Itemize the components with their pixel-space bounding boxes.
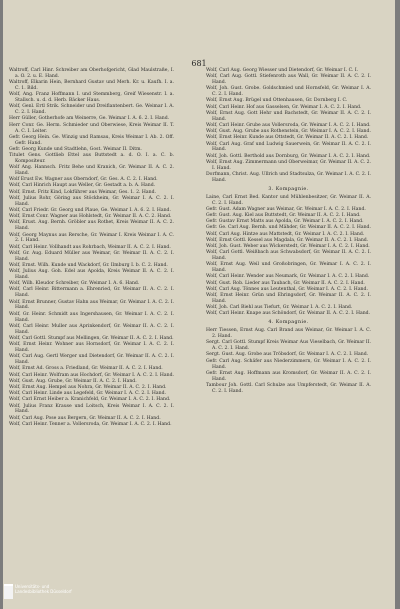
roster-entry: Wolf, Gr. Aug. Eduard Müller aus Weimar, Gr. Weimar II. A. C. 2. I. Hand. xyxy=(9,250,174,262)
roster-entry: Gefr. Carl Aug. Schäfer aus Niederzimmern, Gr. Weimar I. A. C. 2. I. Hand. xyxy=(206,358,371,370)
roster-entry: Wolf, Julius Aug. Goh. Edel aus Apolda, Kreis Weimar II. A. C. 2. I. Hand. xyxy=(9,269,174,281)
roster-entry: Waltroff, Elkarin Hein, Bernhard Gustav und Merh. Kr. u. Kaufh. I. a. C. 1. Bild. xyxy=(9,80,174,92)
roster-entry: Wolf, Ernst Heinr. Grün und Ehringsdorf, Gr. Weimar II. A. C. 2. I. Hand. xyxy=(206,293,371,304)
roster-entry: Wolf, Joh. Gust. Weber aus Wickerstedt, Gr. Weimar I. A. C. 2. I. Hand. xyxy=(206,244,370,250)
roster-entry: Wolf, Genl. Ertl Strik. Schneider und Dreiflantenbert. Ge. Weimar I. A. C. 2. I. Hand. xyxy=(9,104,174,116)
scanned-page xyxy=(3,0,395,609)
roster-entry: Gefr. Gust. Aug. Kiel aus Buttstedt, Gr. Weimar II. A. C. 2. I. Hand. xyxy=(206,213,361,218)
roster-entry: Herr Tiessen, Ernst Aug. Carl Brand aus Weimar, Gr. Weimar I. A. C. 2. Hand. xyxy=(206,328,371,340)
roster-entry: Wolf, Ernst Aug. Brügel und Ottenhausen, Gr. Dornberg I. C. xyxy=(206,98,348,104)
page-number: 681 xyxy=(191,59,207,68)
roster-entry: Wolf, Carl Heinr. Bittermann a. Ehrenried, Gr. Weimar II. A. C. 2. I. Hand. xyxy=(9,287,174,299)
roster-entry: Wolf Erust Ew. Wagner aus Oberndorf, Gr. Ges. A. C. 2. I. Hand. xyxy=(9,177,158,183)
roster-entry: Wolf, Carl Friedr. Gr. Georg und Plaue, Ge. Weimar I. A. 6. 2. I. Hand. xyxy=(9,208,171,213)
roster-entry: Wolf, Wilh. Kleudor Schreiber, Gr. Weimar I. A. 6. Hand. xyxy=(9,281,140,287)
roster-entry: Wolf, Carl Heinr. Linde aus Legefeld, Gr. Weimar I. A. C. 2. I. Hand. xyxy=(9,391,167,397)
roster-entry: Wolf, Carl Gottl. Weißbach aus Schwabsdorf, Gr. Weimar II. A. C. 2. I. Hand. xyxy=(206,250,371,262)
roster-entry: Wolf, Carl Heinr. Vollhandt aus Rohrbach, Weimar II. A. C. 2. I. Hand. xyxy=(9,244,171,250)
roster-entry: Wolf, Ernst Aug. Gott Hehr und Bachstedt, Gr. Weimar II. A. C. 2. I. Hand. xyxy=(206,110,371,122)
roster-entry: Tambour Joh. Gottl. Carl Schulze aus Umpferstedt, Gr. Weimar II. A. C. 2. I. Hand. xyxy=(206,382,371,394)
roster-entry: Gefr. Gustav Ernst Matts aus Apolda, Gr. Weimar I. A. C. 2. I. Hand. xyxy=(206,219,364,225)
roster-entry: Sergt. Carl Gottl. Stumpf Kreis Weimar Aus Vieselbach, Gr. Weimar II. A. C. 2. I. Hand. xyxy=(206,340,371,352)
roster-entry: Wolf Ang. Hannsch. Fritz Behe und Kranich, Gr. Weimar II. A. C. 2. Hand. xyxy=(9,165,174,177)
roster-entry: Wolf, Ernst Aug. Weil und Großobringen, Gr. Weimar I. A. C. 2. I. Hand. xyxy=(206,262,371,274)
roster-entry: Wolf, Georg Maynus aus Rersche, Gr. Weimar I. Kreis Weimar I. A. C. 2. I. Hand. xyxy=(9,232,174,244)
section-heading-3-kompagnie: 3. Kompagnie. xyxy=(268,186,309,192)
roster-entry: Wolf, Julius Rohr, Göring aus Stöckheim, Gr. Weimar I. A. C. 2. I. Hand. xyxy=(9,195,174,207)
roster-entry: Gefr. Ge. Carl Aug. Bernh. und Mähder, Gr. Weimar II. A. C. 2. I. Hand. xyxy=(206,225,371,231)
roster-entry: Wolf, Carl Gottl. Stumpf aus Mellingen, Gr. Weimar II. A. C. 2. I. Hand. xyxy=(9,335,174,341)
roster-entry: Titulet Gens. Gottlieb Ettel aus Buttstedt a. d. O. I. a. C. b. Kompositeur. xyxy=(9,153,174,164)
roster-entry: Wolf, Carl Ernst Heiber a. Kranichfeld, Gr. Weimar I. A. C. 2. I. Hand. xyxy=(9,397,171,403)
roster-entry: Wolf, Gr. Heinr. Schmidt aus Ingershausen, Gr. Weimar I. A. C. 2. I. Hand. xyxy=(9,311,174,323)
roster-entry: Gefr. Gust. Adam Wagner aus Weimar, Gr. Weimar I. A. C. 2. I. Hand. xyxy=(206,206,366,212)
roster-entry: Wolf, Joh. Gottl. Berthold aus Dornburg, Gr. Weimar I. A. C. 2. I. Hand. xyxy=(206,153,371,159)
roster-entry: Wolf, Ernst Heinr. Kunde aus Ottstedt, Gr. Weimar II. A. C. 2. I. Hand. xyxy=(206,135,369,141)
roster-entry: Gefr. Georg Hein. Ge. Winzig und Ramsau, Kreis Weimar I. Ab. 2. Off. Gefr. Hand. xyxy=(9,134,174,146)
roster-entry: Sergt. Gust. Aug. Grobe aus Tröbsdorf, Gr. Weimar I. A. C. 2. I. Hand. xyxy=(206,352,369,358)
roster-entry: Wolf, Carl Aug. Pose aus Bergern, Gr. Weimar II. A. C. 2. I. Hand. xyxy=(9,415,161,421)
library-logo-line-2: Landesbibliothek Düsseldorf xyxy=(15,589,72,594)
roster-entry: Dorfmann, Christ. Aug. Ullrich und Stadtsulza, Gr. Weimar I. A. C. 2. I. Hand. xyxy=(206,171,371,183)
roster-entry: Wolf, Carl Heinr. Knape aus Schöndorf, Gr. Weimar II. A. C. 2. I. Hand. xyxy=(206,311,371,317)
left-column xyxy=(9,68,174,428)
roster-entry: Wolf, Carl Heinr. Wolfram aus Hochdorf, Gr. Weimar I. A. C. 2. I. Hand. xyxy=(9,372,175,378)
roster-entry: Wolf, Ernst Heinr. Wohner aus Hornsdorf, Gr. Weimar I. A. C. 2. I. Hand. xyxy=(9,342,174,353)
roster-entry: Wolf, Carl Heinr. Muller aus Aprinkendorf, Gr. Weimar II. A. C. 2. I. Hand. xyxy=(9,323,174,335)
right-column xyxy=(206,68,371,395)
library-logo-text xyxy=(15,584,72,594)
roster-entry: Wolf, Ang. Franz Hoffmann I. und Stemmberg, Greif Wiesenstr. I. a. Stallsch. u. d. d. Herb. Bäcker Haus. xyxy=(9,92,174,104)
roster-entry: Wolf, Ernst Brunner, Gustav Hahn aus Weimar, Gr. Weimar I. A. C. 2. I. Hand. xyxy=(9,299,174,311)
roster-entry: Waltroff, Carl Hinr. Schreiber am Oberhofgericht, Glad Maulstraße, I. a. O. 2. u. E. Hand. xyxy=(9,68,174,79)
roster-entry: Herr Güller, Gotherhofe am Weinerre, Ge. Weimar I. A. 6. 2. I. Hand. xyxy=(9,116,170,122)
roster-entry: Wolf, Carl Aug. Gottl. Stiefenroth aus Wall, Gr. Weimar II. A. C. 2. I. Hand. xyxy=(206,74,371,86)
roster-entry: Herr Conr. Ge. Herm. Schmieder und Oberwiese, Kreis Weimar II. T. A. C. I. Leiter. xyxy=(9,122,174,134)
roster-entry: Gefr. Georg Kunde und Stadtlehn, Gost. Weimar II. Ditm. xyxy=(9,146,142,152)
library-logo-icon xyxy=(4,584,13,599)
roster-entry: Wolf, Ernst Gottl. Kessel aus Magdala, Gr. Weimar II. A. C. 2. I. Hand. xyxy=(206,237,369,243)
roster-entry: Wolf, Carl Aug. Graf und Ludwig Sauerwein, Gr. Weimar II. A. C. 2. I. Hand. xyxy=(206,141,371,153)
roster-entry: Wolf, Erust. Aug. Bernh. Gröbler aus Rothet, Kreis Weimar II. A. C. 2. Hand. xyxy=(9,220,174,232)
roster-entry: Wolf, Carl Aug. Georg Wiesser und Dietendorf, Gr. Weimar I. C. I. xyxy=(206,68,359,73)
roster-entry: Wolf, Ernst Ad. Gross a. Friedland, Gr. Weimar II. A. C. 2. I. Hand. xyxy=(9,366,163,372)
roster-entry: Laine, Carl Ernst Bed. Kantor und Mühlenbesitzer, Gr. Weimar II. A. C. 2. I. Hand. xyxy=(206,194,371,206)
roster-entry: Wolf, Carl Aug. Tönnes aus Leutenthal, Gr. Weimar I. A. C. 2. I. Hand. xyxy=(206,286,368,292)
roster-entry: Wolf, Carl Hinrich Haupt aus Weller, Gr. Gestadt a. b. A. Hand. xyxy=(9,183,156,189)
roster-entry: Wolf, Carl Heinr. Grube aus Vollersroda, Gr. Weimar I. A. C. 2. I. Hand. xyxy=(206,122,371,128)
roster-entry: Wolf, Carl Heinr. Hof aus Gasselsen, Gr. Weimar I. A. C. 2. I. Hand. xyxy=(206,104,362,110)
roster-entry: Wolf, Gust. Aug. Grube, Gr. Weimar II. A. C. 2. I. Hand. xyxy=(9,378,137,384)
roster-entry: Wolf, Carl Aug. Hintze aus Mattstedt, Gr. Weimar I. A. C. 2. I. Hand. xyxy=(206,231,365,237)
roster-entry: Wolf, Ernst Aug. Hempel aus Nohra, Gr. Weimar II. A. C. 2. I. Hand. xyxy=(9,384,167,390)
roster-entry: Wolf, Ernst Conr. Wagner aus Hohlstedt, Gr. Weimar II. A. C. 2. Hand. xyxy=(9,214,172,220)
roster-entry: Wolf, Ernst. Fritz Kind, Lokführer aus Weimar, Ges. 1. 2. Hand. xyxy=(9,189,157,195)
roster-entry: Gefr. Ernst Aug. Hoffmann aus Kromsdorf, Gr. Weimar II. A. C. 2. I. Hand. xyxy=(206,370,371,382)
library-logo xyxy=(4,584,72,599)
roster-entry: Wolf, Julius Franz Krause und Loitsch, Kreis Weimar I. A. C. 2. I. Hand. xyxy=(9,403,174,415)
roster-entry: Wolf, Ernst. Wilh. Kunde und Wackdorf, Gr. Ilmburg I. b. C. 2. Hand. xyxy=(9,262,168,268)
library-logo-line-1: Universitäts- und xyxy=(15,584,50,589)
section-heading-4-kompagnie: 4. Kompagnie. xyxy=(268,320,309,326)
roster-entry: Wolf, Carl Heinr. Wender aus Neumark, Gr. Weimar I. A. C. 2. I. Hand. xyxy=(206,274,370,280)
roster-entry: Wolf, Carl Aug. Gertl Werger und Dietendorf, Gr. Weimar II. A. C. 2. I. Hand. xyxy=(9,354,174,366)
roster-entry: Wolf, Gust. Aug. Grube aus Rothenstein, Gr. Weimar I. A. C. 2. I. Hand. xyxy=(206,129,371,135)
roster-entry: Wolf, Carl Heinr. Tenner a. Vollersroda, Gr. Weimar I. A. C. 2. I. Hand. xyxy=(9,421,172,427)
roster-entry: Wolf, Ernst Aug. Zimmermann und Oberweimar, Gr. Weimar II. A. C. 2. I. Hand. xyxy=(206,159,371,171)
roster-entry: Wolf, Joh. Gust. Grobe. Goldschmied und Hornsfeld, Gr. Weimar I. A. C. 2. I. Hand. xyxy=(206,86,371,98)
roster-entry: Wolf, Joh. Carl Biehl aus Tiefurt, Gr. Weimar I. A. C. 2. I. Hand. xyxy=(206,305,353,311)
roster-entry: Wolf, Gust. Rob. Lieder aus Taubach, Gr. Weimar II. A. C. 2. I. Hand. xyxy=(206,280,365,286)
